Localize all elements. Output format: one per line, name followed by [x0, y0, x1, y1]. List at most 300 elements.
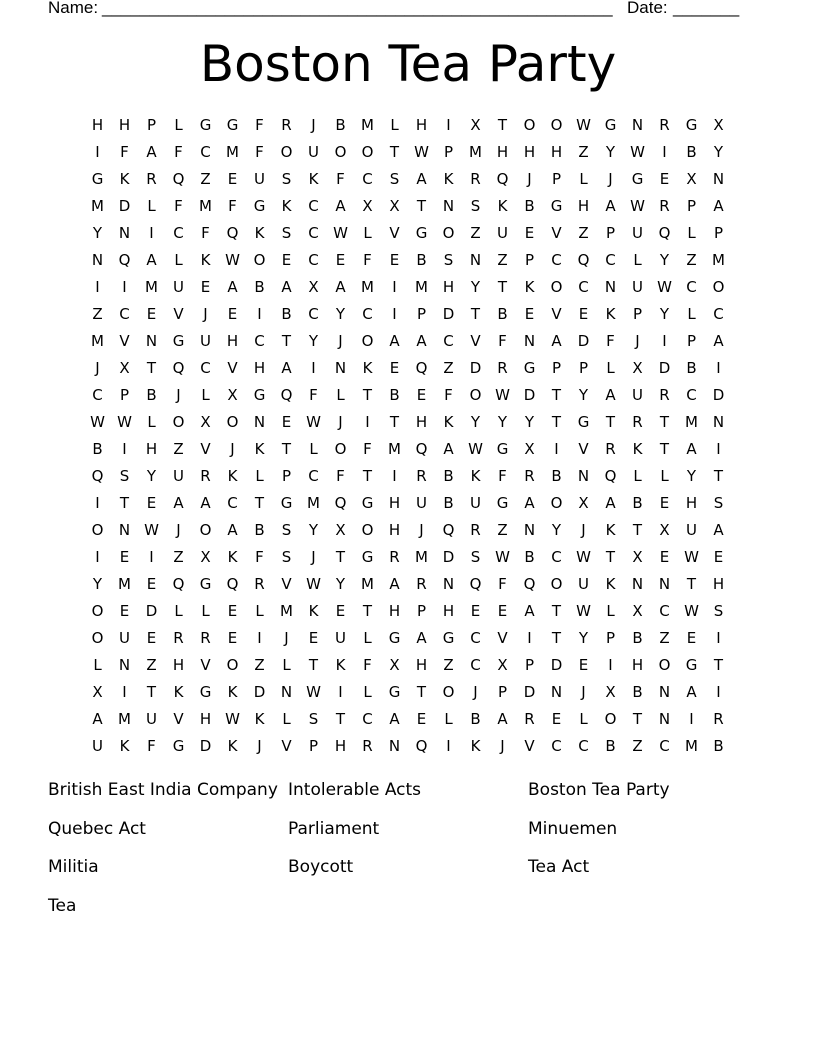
grid-letter: X: [227, 386, 238, 404]
grid-letter: O: [550, 494, 563, 512]
grid-letter: F: [498, 467, 507, 485]
grid-letter: G: [226, 116, 239, 134]
grid-letter: T: [632, 710, 643, 728]
grid-letter: O: [91, 602, 104, 620]
grid-letter: O: [361, 143, 374, 161]
grid-letter: A: [227, 278, 238, 296]
grid-letter: H: [253, 359, 266, 377]
grid-letter: A: [335, 197, 346, 215]
grid-letter: N: [631, 116, 644, 134]
grid-letter: K: [119, 737, 130, 755]
grid-letter: K: [308, 170, 319, 188]
grid-letter: F: [363, 251, 372, 269]
grid-letter: K: [119, 170, 130, 188]
grid-letter: N: [442, 575, 455, 593]
grid-letter: E: [470, 602, 481, 620]
grid-letter: M: [199, 197, 212, 215]
grid-letter: Y: [551, 521, 562, 539]
grid-letter: Q: [577, 251, 590, 269]
grid-letter: T: [632, 521, 643, 539]
grid-letter: Y: [497, 413, 508, 431]
grid-letter: O: [91, 629, 104, 647]
grid-letter: F: [606, 332, 615, 350]
grid-row: [84, 166, 732, 193]
grid-letter: L: [606, 602, 615, 620]
grid-letter: K: [173, 683, 184, 701]
grid-row: [84, 112, 732, 139]
name-field[interactable]: ______________________________________________________: [102, 0, 613, 17]
grid-letter: J: [419, 521, 424, 539]
grid-row: [84, 193, 732, 220]
grid-letter: L: [255, 467, 264, 485]
grid-letter: N: [118, 521, 131, 539]
grid-letter: N: [469, 251, 482, 269]
grid-letter: K: [605, 521, 616, 539]
grid-letter: W: [225, 251, 240, 269]
grid-letter: L: [282, 656, 291, 674]
grid-letter: M: [685, 413, 698, 431]
grid-letter: S: [281, 170, 292, 188]
grid-letter: E: [227, 305, 238, 323]
grid-letter: N: [658, 575, 671, 593]
grid-letter: E: [416, 386, 427, 404]
grid-row: [84, 625, 732, 652]
grid-letter: K: [497, 197, 508, 215]
grid-letter: T: [713, 467, 724, 485]
grid-letter: E: [578, 305, 589, 323]
grid-letter: E: [335, 602, 346, 620]
grid-letter: P: [416, 305, 427, 323]
grid-letter: A: [416, 629, 427, 647]
grid-letter: G: [361, 548, 374, 566]
date-field[interactable]: _______: [673, 0, 740, 17]
grid-letter: L: [336, 386, 345, 404]
grid-letter: U: [119, 629, 130, 647]
grid-letter: T: [308, 656, 319, 674]
grid-letter: T: [686, 575, 697, 593]
grid-letter: Y: [92, 224, 103, 242]
grid-letter: N: [712, 170, 725, 188]
grid-letter: K: [281, 197, 292, 215]
grid-letter: U: [308, 143, 319, 161]
grid-letter: K: [443, 413, 454, 431]
grid-letter: D: [253, 683, 266, 701]
grid-letter: U: [578, 575, 589, 593]
grid-letter: Q: [226, 224, 239, 242]
grid-letter: M: [712, 251, 725, 269]
grid-letter: H: [550, 143, 563, 161]
grid-letter: F: [255, 548, 264, 566]
grid-letter: Z: [92, 305, 103, 323]
grid-letter: A: [713, 197, 724, 215]
grid-letter: E: [227, 170, 238, 188]
grid-letter: F: [363, 440, 372, 458]
grid-letter: V: [173, 305, 184, 323]
grid-letter: K: [254, 710, 265, 728]
grid-letter: Q: [334, 494, 347, 512]
grid-letter: Y: [470, 413, 481, 431]
grid-letter: C: [551, 251, 562, 269]
grid-letter: C: [200, 359, 211, 377]
grid-letter: Z: [173, 440, 184, 458]
grid-row: [84, 274, 732, 301]
grid-letter: I: [149, 224, 154, 242]
grid-letter: Q: [172, 575, 185, 593]
grid-letter: X: [389, 656, 400, 674]
grid-letter: T: [659, 440, 670, 458]
grid-letter: G: [199, 683, 212, 701]
grid-letter: T: [362, 467, 373, 485]
grid-letter: E: [227, 629, 238, 647]
grid-letter: E: [281, 251, 292, 269]
grid-letter: V: [497, 629, 508, 647]
grid-letter: O: [442, 224, 455, 242]
grid-letter: W: [225, 710, 240, 728]
grid-letter: B: [443, 467, 454, 485]
grid-letter: R: [659, 386, 670, 404]
grid-letter: T: [335, 548, 346, 566]
grid-letter: N: [253, 413, 266, 431]
grid-letter: J: [581, 683, 586, 701]
grid-letter: P: [497, 683, 508, 701]
grid-letter: J: [284, 629, 289, 647]
grid-letter: R: [713, 710, 724, 728]
grid-letter: X: [632, 602, 643, 620]
grid-letter: U: [173, 278, 184, 296]
grid-letter: G: [91, 170, 104, 188]
grid-letter: J: [203, 305, 208, 323]
grid-letter: T: [335, 710, 346, 728]
grid-letter: T: [659, 413, 670, 431]
grid-letter: Q: [91, 467, 104, 485]
grid-letter: O: [334, 440, 347, 458]
grid-letter: A: [713, 521, 724, 539]
grid-letter: F: [201, 224, 210, 242]
grid-letter: I: [365, 413, 370, 431]
grid-letter: N: [550, 683, 563, 701]
grid-letter: Q: [415, 440, 428, 458]
grid-letter: C: [200, 143, 211, 161]
grid-letter: H: [631, 656, 644, 674]
grid-letter: O: [550, 116, 563, 134]
grid-letter: I: [95, 143, 100, 161]
grid-letter: O: [550, 575, 563, 593]
grid-letter: I: [311, 359, 316, 377]
grid-letter: F: [174, 197, 183, 215]
grid-letter: Z: [173, 548, 184, 566]
grid-letter: E: [524, 305, 535, 323]
grid-letter: I: [149, 548, 154, 566]
grid-letter: E: [200, 278, 211, 296]
grid-letter: C: [686, 278, 697, 296]
grid-letter: F: [498, 575, 507, 593]
grid-letter: R: [200, 629, 211, 647]
grid-letter: S: [281, 521, 292, 539]
grid-letter: L: [174, 251, 183, 269]
grid-letter: S: [470, 548, 481, 566]
grid-letter: R: [389, 548, 400, 566]
grid-letter: G: [388, 683, 401, 701]
grid-letter: K: [227, 737, 238, 755]
grid-letter: U: [686, 521, 697, 539]
grid-letter: T: [281, 440, 292, 458]
grid-letter: Z: [254, 656, 265, 674]
grid-letter: C: [308, 251, 319, 269]
grid-letter: B: [254, 521, 265, 539]
grid-letter: L: [633, 467, 642, 485]
grid-letter: J: [338, 332, 343, 350]
grid-letter: Z: [497, 251, 508, 269]
word-list-item: Tea: [48, 895, 77, 916]
grid-letter: R: [524, 710, 535, 728]
grid-letter: N: [118, 224, 131, 242]
grid-letter: R: [146, 170, 157, 188]
grid-letter: A: [524, 494, 535, 512]
grid-letter: I: [122, 683, 127, 701]
grid-letter: H: [334, 737, 347, 755]
grid-letter: O: [199, 521, 212, 539]
grid-letter: Y: [308, 521, 319, 539]
grid-letter: W: [630, 143, 645, 161]
grid-letter: A: [551, 332, 562, 350]
grid-letter: C: [308, 467, 319, 485]
grid-letter: P: [686, 332, 697, 350]
grid-letter: W: [117, 413, 132, 431]
grid-letter: I: [689, 710, 694, 728]
grid-letter: H: [415, 413, 428, 431]
grid-letter: A: [146, 251, 157, 269]
grid-letter: K: [227, 548, 238, 566]
grid-letter: I: [716, 440, 721, 458]
grid-letter: L: [201, 386, 210, 404]
grid-letter: Z: [443, 359, 454, 377]
grid-letter: J: [95, 359, 100, 377]
grid-letter: M: [118, 710, 131, 728]
grid-letter: O: [604, 710, 617, 728]
grid-letter: E: [551, 710, 562, 728]
grid-letter: N: [712, 413, 725, 431]
grid-letter: A: [389, 332, 400, 350]
grid-letter: X: [632, 548, 643, 566]
grid-letter: H: [91, 116, 104, 134]
grid-letter: V: [389, 224, 400, 242]
grid-letter: J: [500, 737, 505, 755]
grid-letter: X: [200, 413, 211, 431]
grid-letter: M: [91, 332, 104, 350]
grid-letter: Y: [713, 143, 724, 161]
grid-letter: T: [605, 548, 616, 566]
grid-letter: T: [362, 602, 373, 620]
date-label: Date:: [627, 0, 668, 17]
grid-letter: Q: [496, 170, 509, 188]
word-list-item: Militia: [48, 857, 99, 877]
grid-letter: N: [280, 683, 293, 701]
grid-letter: F: [147, 737, 156, 755]
grid-letter: R: [416, 575, 427, 593]
grid-letter: A: [92, 710, 103, 728]
grid-letter: C: [659, 737, 670, 755]
grid-letter: Y: [470, 278, 481, 296]
grid-letter: H: [496, 143, 509, 161]
grid-letter: V: [227, 359, 238, 377]
grid-letter: A: [335, 278, 346, 296]
grid-letter: C: [686, 386, 697, 404]
grid-letter: Y: [92, 575, 103, 593]
grid-letter: F: [498, 332, 507, 350]
grid-letter: G: [523, 359, 536, 377]
grid-letter: M: [415, 548, 428, 566]
grid-letter: R: [173, 629, 184, 647]
grid-letter: X: [335, 521, 346, 539]
grid-letter: N: [118, 656, 131, 674]
grid-letter: N: [91, 251, 104, 269]
grid-letter: T: [362, 386, 373, 404]
grid-letter: Y: [605, 143, 616, 161]
grid-letter: D: [523, 386, 536, 404]
grid-letter: A: [227, 521, 238, 539]
grid-letter: E: [578, 656, 589, 674]
grid-letter: L: [606, 359, 615, 377]
grid-letter: M: [388, 440, 401, 458]
grid-letter: R: [659, 116, 670, 134]
grid-letter: B: [551, 467, 562, 485]
grid-letter: L: [633, 251, 642, 269]
grid-letter: E: [146, 305, 157, 323]
grid-letter: F: [336, 170, 345, 188]
grid-letter: M: [685, 737, 698, 755]
grid-letter: L: [363, 683, 372, 701]
grid-letter: S: [281, 224, 292, 242]
grid-letter: T: [551, 386, 562, 404]
grid-letter: Q: [415, 737, 428, 755]
grid-letter: M: [361, 278, 374, 296]
grid-letter: J: [176, 521, 181, 539]
grid-letter: O: [658, 656, 671, 674]
grid-letter: B: [389, 386, 400, 404]
grid-letter: D: [118, 197, 131, 215]
grid-letter: T: [497, 278, 508, 296]
grid-letter: Y: [578, 386, 589, 404]
grid-row: [84, 652, 732, 679]
grid-letter: T: [551, 629, 562, 647]
grid-letter: U: [632, 386, 643, 404]
grid-letter: P: [119, 386, 130, 404]
grid-letter: G: [631, 170, 644, 188]
grid-letter: G: [604, 116, 617, 134]
grid-letter: C: [659, 602, 670, 620]
grid-letter: E: [524, 224, 535, 242]
word-list-item: Minuemen: [528, 818, 618, 839]
grid-letter: D: [145, 602, 158, 620]
grid-letter: C: [551, 737, 562, 755]
grid-letter: I: [446, 737, 451, 755]
grid-letter: H: [118, 116, 131, 134]
letter-grid: [84, 112, 732, 760]
grid-letter: E: [497, 602, 508, 620]
grid-letter: D: [469, 359, 482, 377]
grid-letter: S: [713, 602, 724, 620]
grid-letter: H: [388, 602, 401, 620]
grid-letter: K: [362, 359, 373, 377]
grid-letter: M: [361, 575, 374, 593]
grid-letter: Y: [146, 467, 157, 485]
grid-letter: E: [335, 251, 346, 269]
grid-letter: A: [416, 170, 427, 188]
grid-letter: T: [119, 494, 130, 512]
grid-letter: X: [605, 683, 616, 701]
grid-letter: N: [442, 197, 455, 215]
grid-letter: R: [416, 467, 427, 485]
grid-letter: T: [470, 305, 481, 323]
grid-letter: W: [495, 548, 510, 566]
grid-letter: C: [119, 305, 130, 323]
grid-letter: E: [146, 629, 157, 647]
grid-letter: K: [254, 440, 265, 458]
grid-letter: J: [473, 683, 478, 701]
grid-letter: V: [200, 656, 211, 674]
grid-letter: L: [390, 116, 399, 134]
grid-letter: C: [362, 305, 373, 323]
grid-letter: I: [257, 629, 262, 647]
grid-letter: O: [361, 332, 374, 350]
word-list-item: Intolerable Acts: [288, 780, 422, 800]
grid-letter: X: [389, 197, 400, 215]
grid-letter: O: [172, 413, 185, 431]
grid-letter: P: [443, 143, 454, 161]
grid-letter: C: [443, 332, 454, 350]
grid-row: [84, 436, 732, 463]
grid-letter: G: [577, 413, 590, 431]
grid-letter: A: [605, 494, 616, 512]
grid-letter: G: [685, 116, 698, 134]
page-title: Boston Tea Party: [199, 35, 617, 93]
grid-letter: B: [497, 305, 508, 323]
grid-letter: Q: [172, 359, 185, 377]
grid-letter: B: [524, 548, 535, 566]
grid-row: [84, 517, 732, 544]
grid-letter: C: [254, 332, 265, 350]
grid-letter: B: [686, 143, 697, 161]
grid-letter: Z: [578, 143, 589, 161]
grid-letter: L: [255, 602, 264, 620]
grid-letter: G: [496, 440, 509, 458]
grid-letter: S: [308, 710, 319, 728]
grid-letter: R: [470, 521, 481, 539]
grid-letter: L: [660, 467, 669, 485]
grid-letter: C: [308, 224, 319, 242]
word-list-item: Boston Tea Party: [528, 780, 670, 800]
grid-letter: X: [362, 197, 373, 215]
grid-letter: G: [415, 224, 428, 242]
grid-letter: P: [632, 305, 643, 323]
grid-letter: Y: [335, 575, 346, 593]
grid-letter: P: [281, 467, 292, 485]
grid-letter: B: [146, 386, 157, 404]
grid-letter: P: [524, 656, 535, 674]
grid-letter: I: [716, 629, 721, 647]
grid-letter: N: [577, 467, 590, 485]
grid-letter: Y: [578, 629, 589, 647]
grid-letter: W: [468, 440, 483, 458]
grid-letter: T: [389, 143, 400, 161]
grid-letter: N: [604, 278, 617, 296]
grid-letter: U: [92, 737, 103, 755]
grid-letter: I: [338, 683, 343, 701]
grid-letter: Z: [497, 521, 508, 539]
grid-letter: R: [470, 170, 481, 188]
grid-letter: C: [605, 251, 616, 269]
grid-letter: R: [254, 575, 265, 593]
